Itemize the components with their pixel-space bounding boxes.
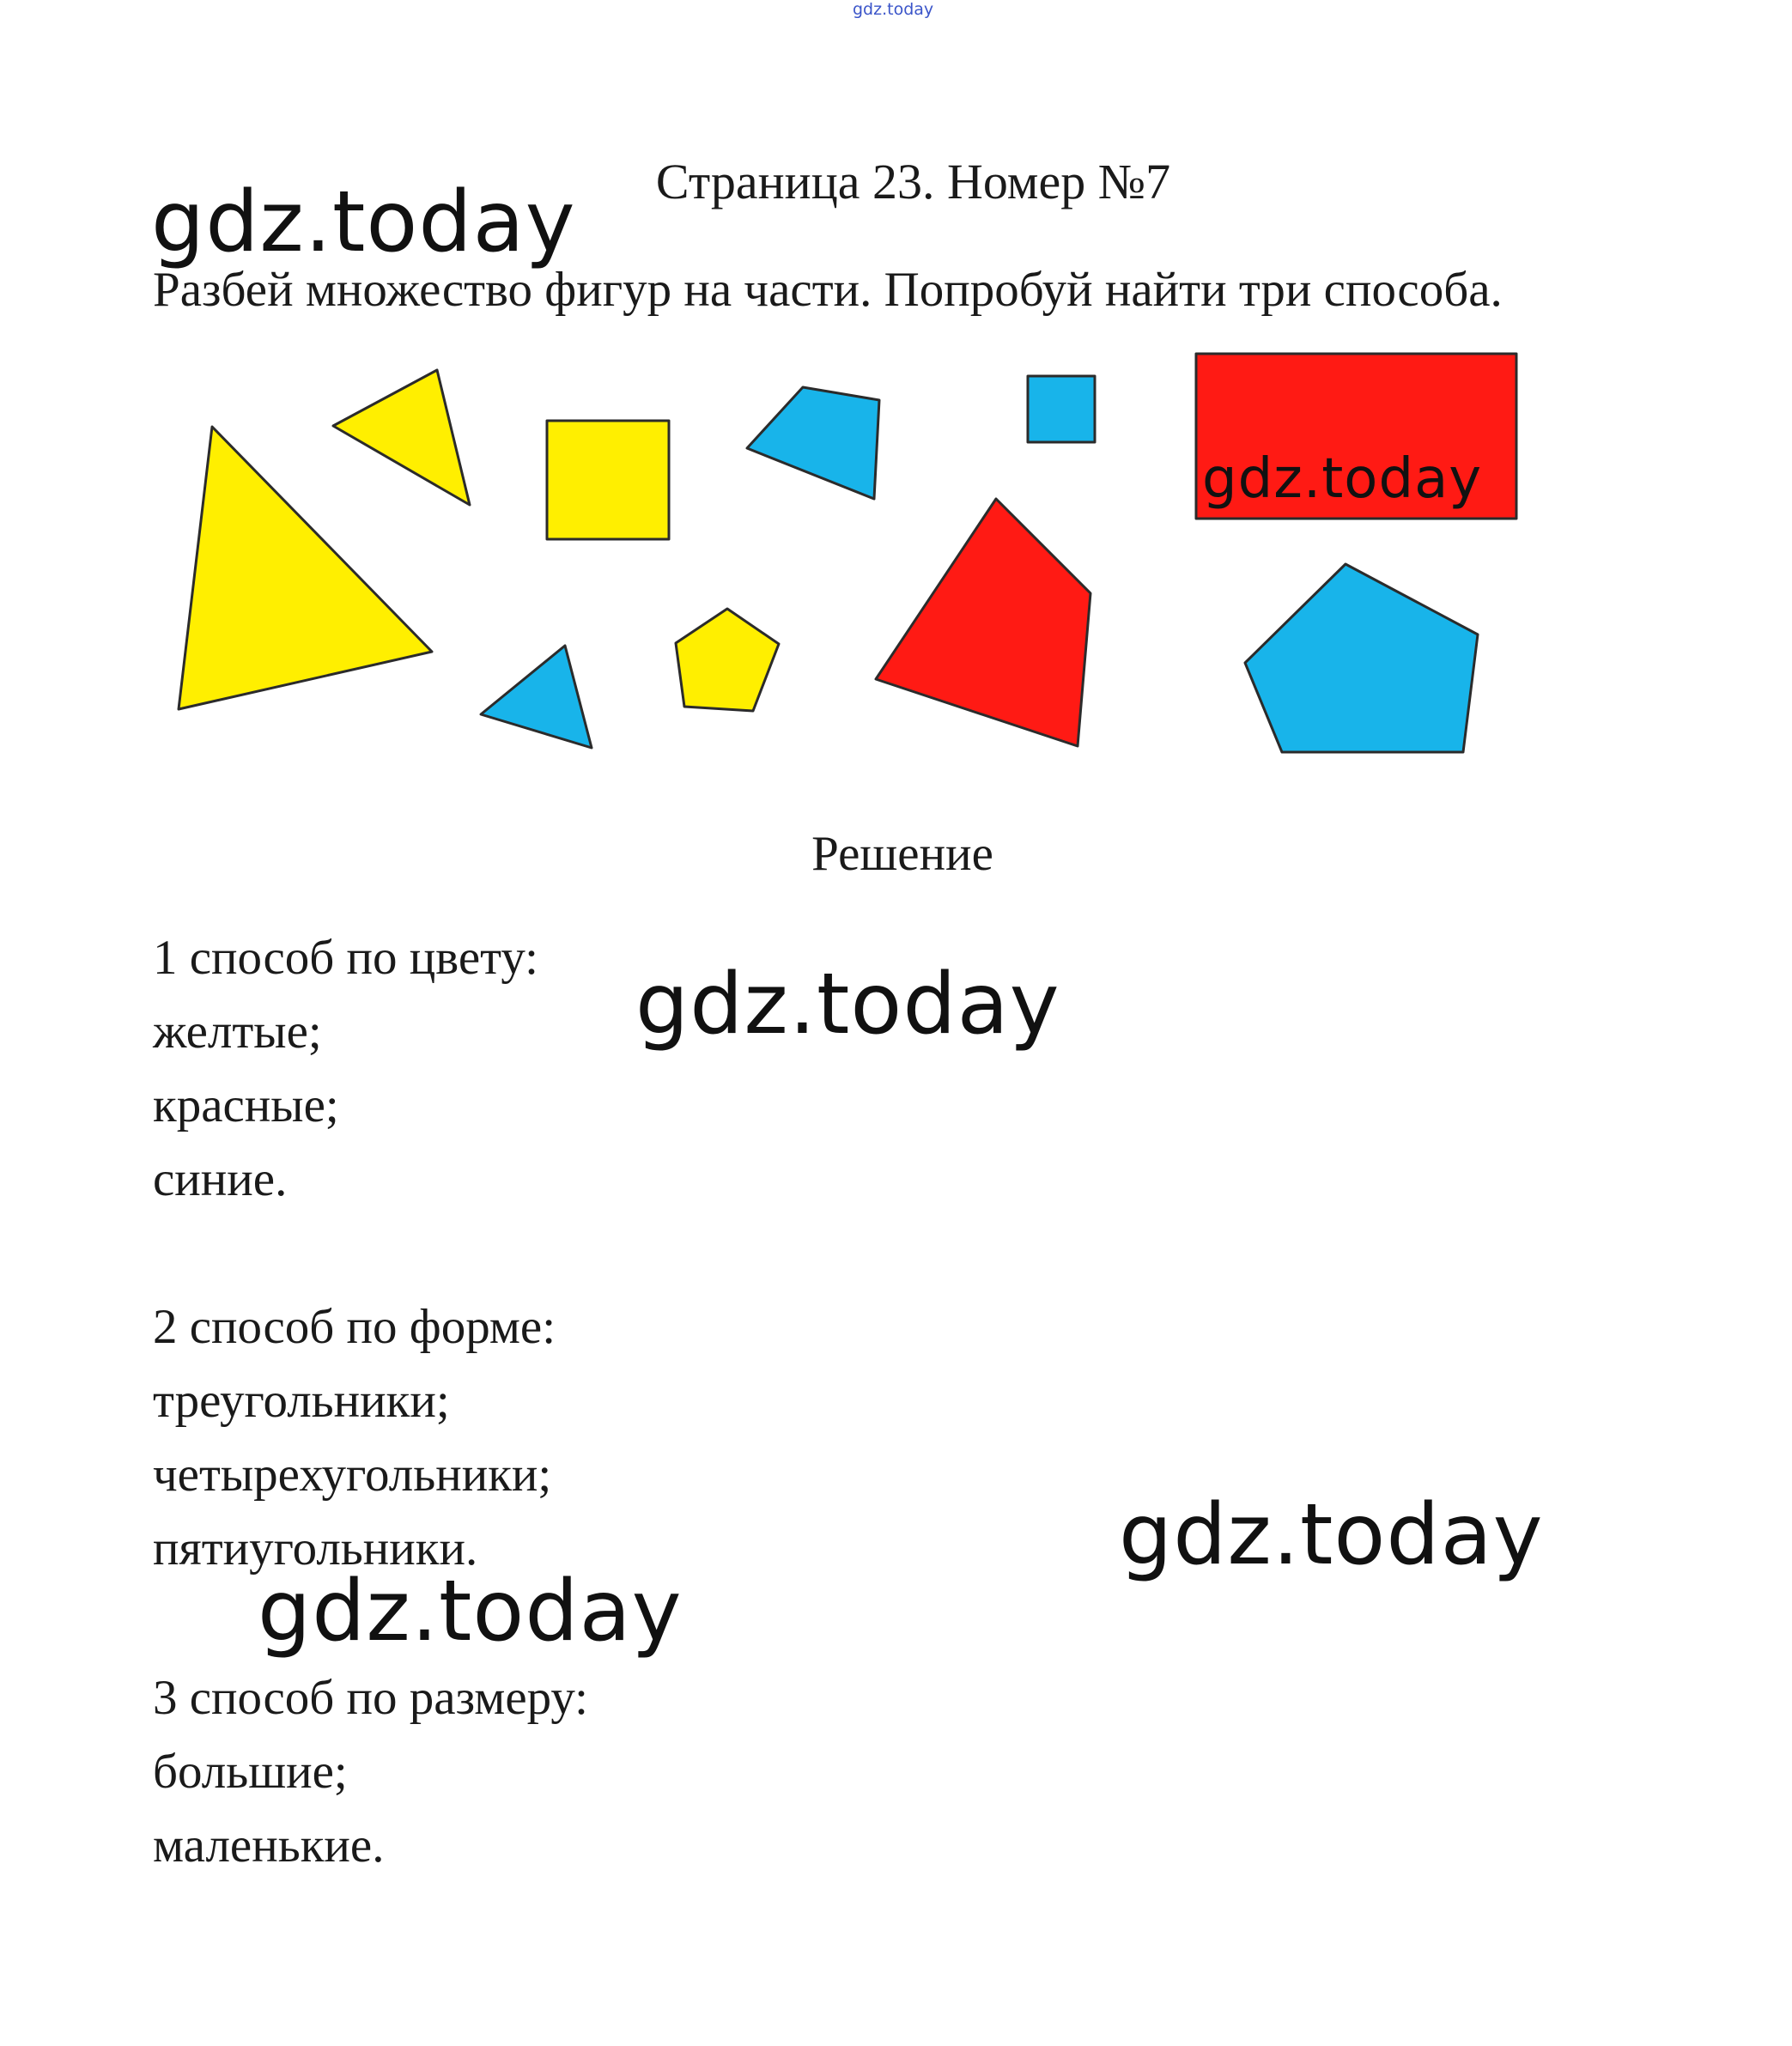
figure-red-large-quadrilateral: [876, 499, 1090, 746]
figure-yellow-large-square: [547, 421, 669, 539]
figure-yellow-small-triangle: [333, 370, 470, 505]
method-1-title: 1 способ по цвету:: [153, 931, 538, 985]
site-link[interactable]: gdz.today: [853, 0, 934, 19]
method-3-title: 3 способ по размеру:: [153, 1671, 588, 1725]
method-3-item: большие;: [153, 1745, 348, 1799]
figure-blue-small-triangle: [481, 646, 592, 748]
method-3: [153, 1661, 588, 1883]
method-1-item: желтые;: [153, 1005, 322, 1059]
figure-blue-small-square: [1028, 376, 1095, 442]
method-2-title: 2 способ по форме:: [153, 1300, 556, 1354]
figure-blue-small-quadrilateral: [747, 387, 879, 499]
method-1-item: красные;: [153, 1078, 339, 1132]
watermark-top-left: gdz.today: [151, 173, 576, 271]
watermark-lower-left: gdz.today: [258, 1563, 683, 1660]
watermark-on-rectangle: gdz.today: [1202, 447, 1483, 511]
method-3-item: маленькие.: [153, 1818, 385, 1873]
watermark-lower-right: gdz.today: [1119, 1486, 1544, 1584]
figure-blue-large-pentagon: [1245, 564, 1478, 752]
method-2: [153, 1290, 556, 1586]
figure-yellow-large-triangle: [179, 427, 432, 709]
method-2-item: треугольники;: [153, 1374, 450, 1428]
method-1-item: синие.: [153, 1152, 288, 1206]
method-2-item: четырехугольники;: [153, 1448, 552, 1502]
page-title: Страница 23. Номер №7: [655, 154, 1171, 209]
method-2-item: пятиугольники.: [153, 1521, 478, 1575]
watermark-middle: gdz.today: [635, 956, 1060, 1053]
method-1: [153, 921, 538, 1217]
solution-heading: Решение: [811, 827, 993, 881]
figure-yellow-small-pentagon: [676, 609, 779, 711]
task-text: Разбей множество фигур на части. Попробуй найти три способа.: [153, 263, 1503, 317]
